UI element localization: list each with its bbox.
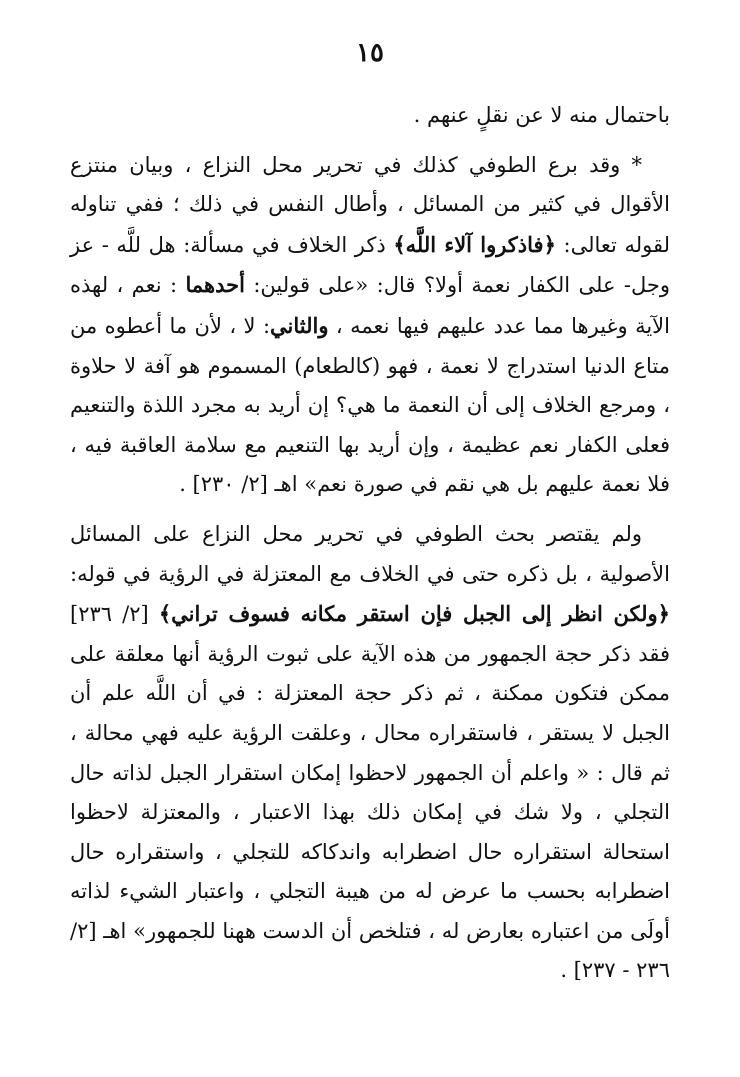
bold-term-first: أحدهما [185,272,245,298]
quran-verse: ﴿فاذكروا آلاء اللَّه﴾ [393,231,556,257]
paragraph-3 [70,515,670,991]
paragraph-text: * وقد برع الطوفي كذلك في تحرير محل النزاع ، وبيان منتزع الأقوال في كثير من المسائل ، وأطال النفس في ذلك ؛ ففي تناوله لقوله تعالى: [70,152,670,257]
paragraph-text: باحتمال منه لا عن نقلٍ عنهم . [413,103,670,127]
paragraph-text: ذكر الخلاف في مسألة: هل للَّه - عز وجل- على الكفار نعمة أولا؟ قال: «على قولين: [70,232,670,298]
paragraph-2 [70,146,670,505]
paragraph-text: : لا ، لأن ما أعطوه من متاع الدنيا استدراج لا نعمة ، فهو (كالطعام) المسموم هو آفة لا حلاوة ، ومرجع الخلاف إلى أن النعمة ما هي؟ إن أريد به مجرد اللذة والتنعيم فعلى الكفار نعم عظيمة ، وإن أريد بها التنعيم مع سلامة العاقبة فيه ، فلا نعمة عليهم بل هي نقم في صورة نعم» اهـ [٢/ ٢٣٠] . [70,313,670,497]
paragraph-text: : نعم ، لهذه الآية وغيرها مما عدد عليهم فيها نعمه ، [70,273,670,338]
page-number: ١٥ [356,38,384,68]
paragraph-text: ولم يقتصر بحث الطوفي في تحرير محل النزاع على المسائل الأصولية ، بل ذكره حتى في الخلاف مع المعتزلة في الرؤية في قوله: [70,521,670,586]
bold-term-second: والثاني [270,312,329,338]
quran-verse: ﴿ولكن انظر إلى الجبل فإن استقر مكانه فسوف تراني﴾ [158,601,670,627]
paragraph-1 [70,96,670,136]
paragraph-text: [٢/ ٢٣٦] فقد ذكر حجة الجمهور من هذه الآية على ثبوت الرؤية أنها معلقة على ممكن فتكون ممكنة ، ثم ذكر حجة المعتزلة : في أن اللَّه علم أن الجبل لا يستقر ، فاستقراره محال ، وعلقت الرؤية عليه فهي محالة ، ثم قال : « واعلم أن الجمهور لاحظوا إمكان استقرار الجبل لذاته حال التجلي ، ولا شك في إمكان ذلك بهذا الاعتبار ، والمعتزلة لاحظوا استحالة استقراره حال اضطرابه واندكاكه للتجلي ، واستقراره حال اضطرابه بحسب ما عرض له من هيبة التجلي ، واعتبار الشيء لذاته أولَى من اعتباره بعارض له ، فتلخص أن الدست ههنا للجمهور» اهـ [٢/ ٢٣٦ - ٢٣٧] . [70,602,670,983]
